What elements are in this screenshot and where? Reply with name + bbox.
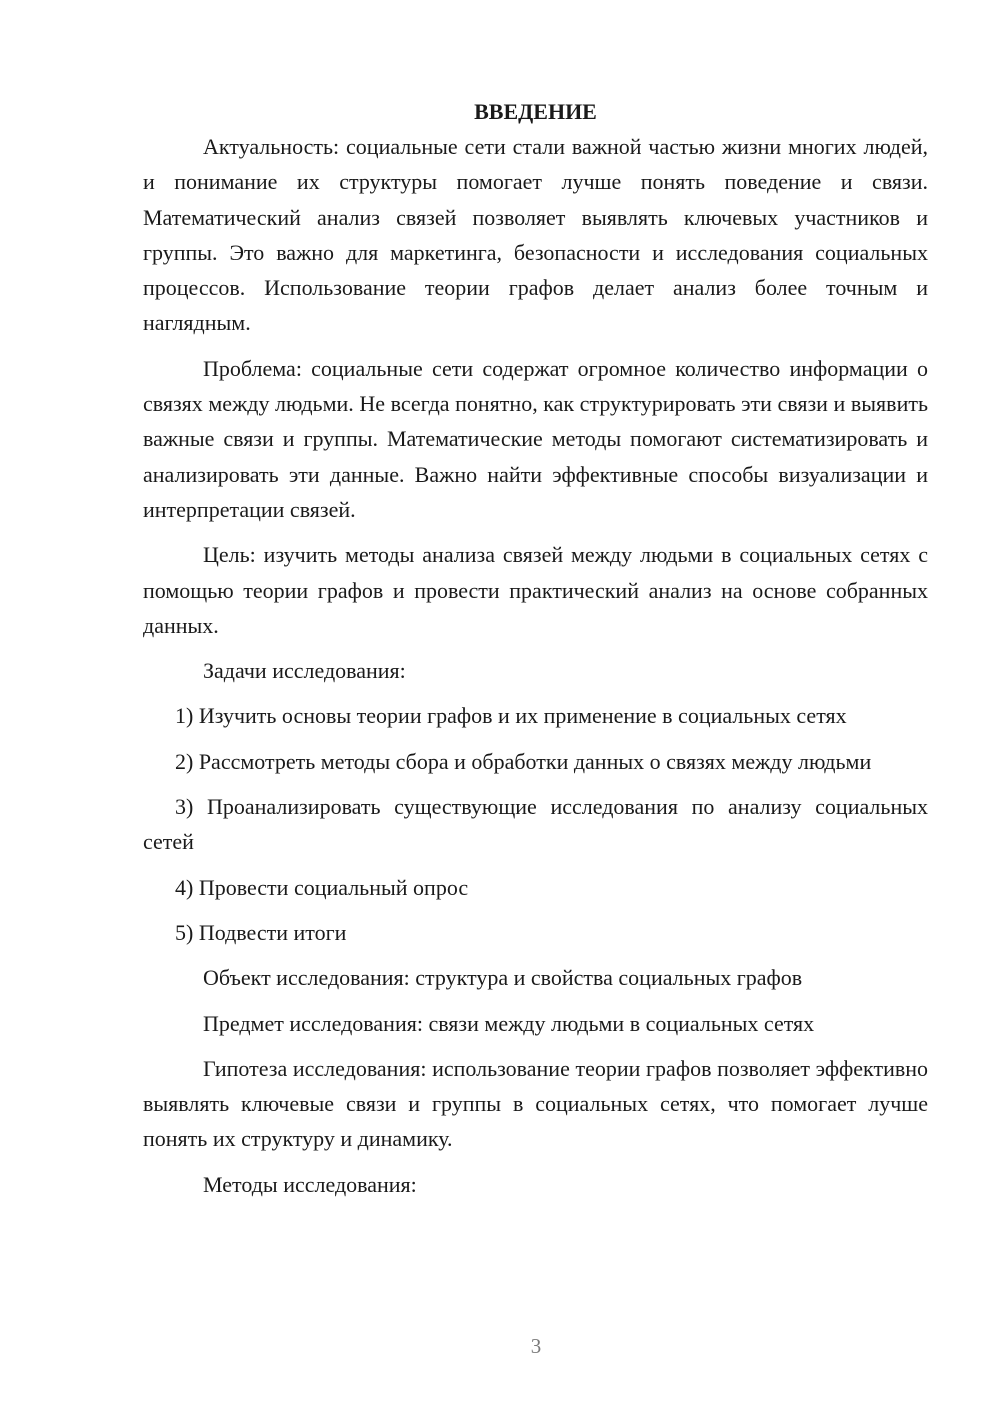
task-item: 1) Изучить основы теории графов и их применение в социальных сетях bbox=[175, 703, 847, 729]
page-number: 3 bbox=[530, 1334, 542, 1358]
relevance-paragraph: Актуальность: социальные сети стали важной частью жизни многих людей, и понимание их структуры помогает лучше понять поведение и связи. Математический анализ связей позволяет выявлять ключевых участников и группы. Это важно для маркетинга, безопасности и исследования социальных процессов. Использование теории графов делает анализ более точным и наглядным. bbox=[143, 134, 928, 336]
goal-paragraph: Цель: изучить методы анализа связей между людьми в социальных сетях с помощью теории графов и провести практический анализ на основе собранных данных. bbox=[143, 542, 928, 638]
task-item: 5) Подвести итоги bbox=[175, 919, 347, 945]
task-item: 2) Рассмотреть методы сбора и обработки данных о связях между людьми bbox=[175, 748, 872, 774]
section-heading: ВВЕДЕНИЕ bbox=[474, 99, 597, 124]
methods-title: Методы исследования: bbox=[203, 1171, 417, 1197]
object-paragraph: Объект исследования: структура и свойства социальных графов bbox=[203, 965, 803, 991]
problem-paragraph: Проблема: социальные сети содержат огромное количество информации о связях между людьми. Не всегда понятно, как структурировать эти связи и выявить важные связи и группы. Математические методы помогают систематизировать и анализировать эти данные. Важно найти эффективные способы визуализации и интерпретации связей. bbox=[143, 355, 928, 522]
tasks-title: Задачи исследования: bbox=[203, 658, 406, 684]
task-item: 3) Проанализировать существующие исследования по анализу социальных сетей bbox=[143, 794, 928, 855]
hypothesis-paragraph: Гипотеза исследования: использование теории графов позволяет эффективно выявлять ключевые связи и группы в социальных сетях, что помогает лучше понять их структуру и динамику. bbox=[143, 1055, 928, 1152]
document-page bbox=[143, 92, 928, 1202]
task-item: 4) Провести социальный опрос bbox=[175, 874, 469, 900]
subject-paragraph: Предмет исследования: связи между людьми в социальных сетях bbox=[203, 1010, 815, 1036]
